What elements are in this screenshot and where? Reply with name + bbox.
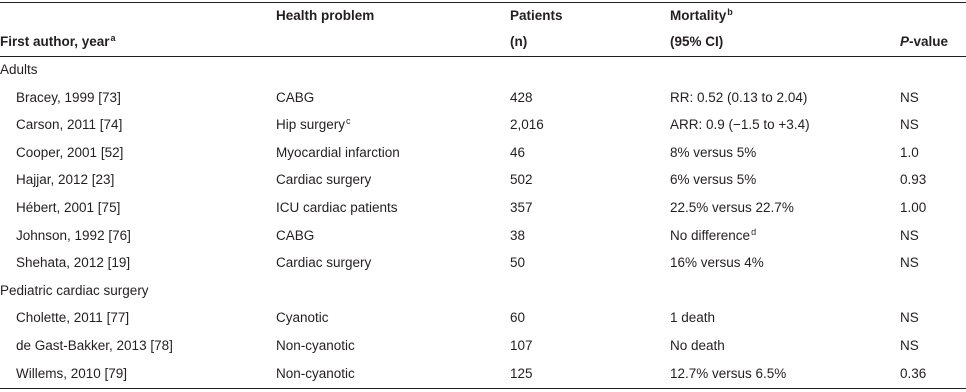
- cell-author: Hébert, 2001 [75]: [16, 200, 121, 215]
- cell-author: Willems, 2010 [79]: [16, 365, 128, 381]
- cell-pvalue: NS: [900, 310, 919, 326]
- header-row-1: [0, 2, 966, 30]
- cell-pvalue: 1.00: [900, 200, 927, 215]
- header-pvalue-italic: P: [900, 34, 910, 49]
- table-bottom-rule: [0, 388, 966, 389]
- cell-health-problem-text: Cyanotic: [276, 310, 329, 326]
- table-row: [0, 360, 966, 388]
- cell-health-problem-text: Non-cyanotic: [276, 365, 355, 381]
- cell-author: Carson, 2011 [74]: [16, 117, 123, 133]
- header-row-2: [0, 28, 966, 56]
- cell-health-problem-text: Cardiac surgery: [276, 255, 372, 271]
- table-row: [0, 222, 966, 250]
- cell-mortality: [670, 194, 794, 222]
- header-first-author-footnote: a: [110, 33, 116, 43]
- header-mortality-footnote: b: [727, 7, 733, 17]
- cell-mortality: [670, 304, 715, 332]
- cell-author: Cholette, 2011 [77]: [16, 310, 130, 326]
- cell-patients: 60: [510, 310, 526, 326]
- cell-health-problem-text: CABG: [276, 227, 315, 243]
- cell-mortality: [670, 249, 764, 277]
- header-mortality-text: Mortality: [670, 8, 727, 23]
- cell-health-problem-text: Cardiac surgery: [276, 172, 372, 188]
- cell-author: Bracey, 1999 [73]: [16, 89, 121, 105]
- cell-patients: 428: [510, 89, 533, 105]
- table-row: [0, 111, 966, 139]
- cell-mortality: [670, 360, 786, 388]
- header-pvalue-rest: -value: [909, 34, 949, 49]
- cell-mortality: [670, 222, 756, 250]
- cell-health-problem: [276, 84, 314, 112]
- cell-pvalue: NS: [900, 117, 919, 133]
- cell-health-problem-text: CABG: [276, 89, 315, 105]
- table-row: [0, 194, 966, 222]
- cell-pvalue: NS: [900, 227, 919, 243]
- table-row: [0, 166, 966, 194]
- table-row: [0, 332, 966, 360]
- cell-mortality-text: 22.5% versus 22.7%: [670, 200, 794, 215]
- cell-pvalue: 0.93: [900, 172, 927, 188]
- cell-mortality: [670, 139, 756, 167]
- header-first-author: [0, 28, 116, 56]
- cell-health-problem: [276, 139, 400, 167]
- table-row: [0, 84, 966, 112]
- cell-health-problem: [276, 360, 355, 388]
- cell-health-problem-text: Hip surgery: [276, 117, 346, 133]
- cell-health-problem-text: Myocardial infarction: [276, 144, 400, 160]
- group-label: Adults: [0, 62, 38, 77]
- cell-health-problem: [276, 111, 351, 139]
- header-patients-unit: (n): [510, 34, 528, 49]
- cell-mortality-text: No death: [670, 338, 725, 353]
- cell-author: Johnson, 1992 [76]: [16, 227, 131, 243]
- cell-mortality-text: ARR: 0.9 (−1.5 to +3.4): [670, 117, 810, 133]
- cell-mortality-text: 16% versus 4%: [670, 255, 764, 271]
- cell-patients: 2,016: [510, 117, 544, 133]
- cell-patients: 107: [510, 338, 533, 353]
- cell-patients: 50: [510, 255, 526, 271]
- cell-mortality-text: 1 death: [670, 310, 716, 326]
- cell-mortality-text: 6% versus 5%: [670, 172, 757, 188]
- cell-health-problem: [276, 332, 355, 360]
- cell-mortality-text: 8% versus 5%: [670, 144, 757, 160]
- header-patients: Patients: [510, 8, 563, 23]
- table-row: [0, 304, 966, 332]
- cell-mortality: [670, 332, 725, 360]
- cell-mortality: [670, 111, 810, 139]
- group-label: Pediatric cardiac surgery: [0, 282, 149, 298]
- header-mortality-ci: (95% CI): [670, 34, 724, 49]
- cell-health-problem: [276, 194, 398, 222]
- cell-pvalue: NS: [900, 338, 919, 353]
- cell-patients: 502: [510, 172, 533, 188]
- cell-patients: 46: [510, 144, 526, 160]
- header-mortality: [670, 2, 733, 30]
- cell-health-problem: [276, 166, 371, 194]
- cell-author: Hajjar, 2012 [23]: [16, 172, 115, 188]
- cell-health-problem: [276, 249, 371, 277]
- group-row: [0, 277, 966, 305]
- cell-mortality-text: 12.7% versus 6.5%: [670, 365, 787, 381]
- cell-patients: 125: [510, 365, 533, 381]
- cell-health-problem-text: Non-cyanotic: [276, 338, 355, 353]
- cell-mortality: [670, 166, 756, 194]
- cell-mortality-footnote: d: [751, 226, 757, 237]
- cell-patients: 38: [510, 227, 526, 243]
- cell-mortality-text: No difference: [670, 227, 751, 243]
- header-health-problem: Health problem: [276, 8, 375, 23]
- cell-mortality-text: RR: 0.52 (0.13 to 2.04): [670, 89, 808, 105]
- cell-author: Cooper, 2001 [52]: [16, 144, 124, 160]
- header-pvalue: [900, 28, 948, 56]
- cell-patients: 357: [510, 200, 533, 215]
- cell-health-problem: [276, 304, 329, 332]
- cell-pvalue: NS: [900, 89, 919, 105]
- cell-health-problem-footnote: c: [346, 116, 351, 127]
- cell-pvalue: 0.36: [900, 365, 927, 381]
- cell-mortality: [670, 84, 807, 112]
- cell-pvalue: 1.0: [900, 144, 919, 160]
- cell-pvalue: NS: [900, 255, 919, 271]
- cell-author: Shehata, 2012 [19]: [16, 255, 131, 271]
- group-row: [0, 56, 966, 84]
- cell-author: de Gast-Bakker, 2013 [78]: [16, 338, 173, 353]
- table-row: [0, 139, 966, 167]
- table-row: [0, 249, 966, 277]
- cell-health-problem-text: ICU cardiac patients: [276, 200, 398, 215]
- header-first-author-text: First author, year: [0, 34, 110, 49]
- cell-health-problem: [276, 222, 314, 250]
